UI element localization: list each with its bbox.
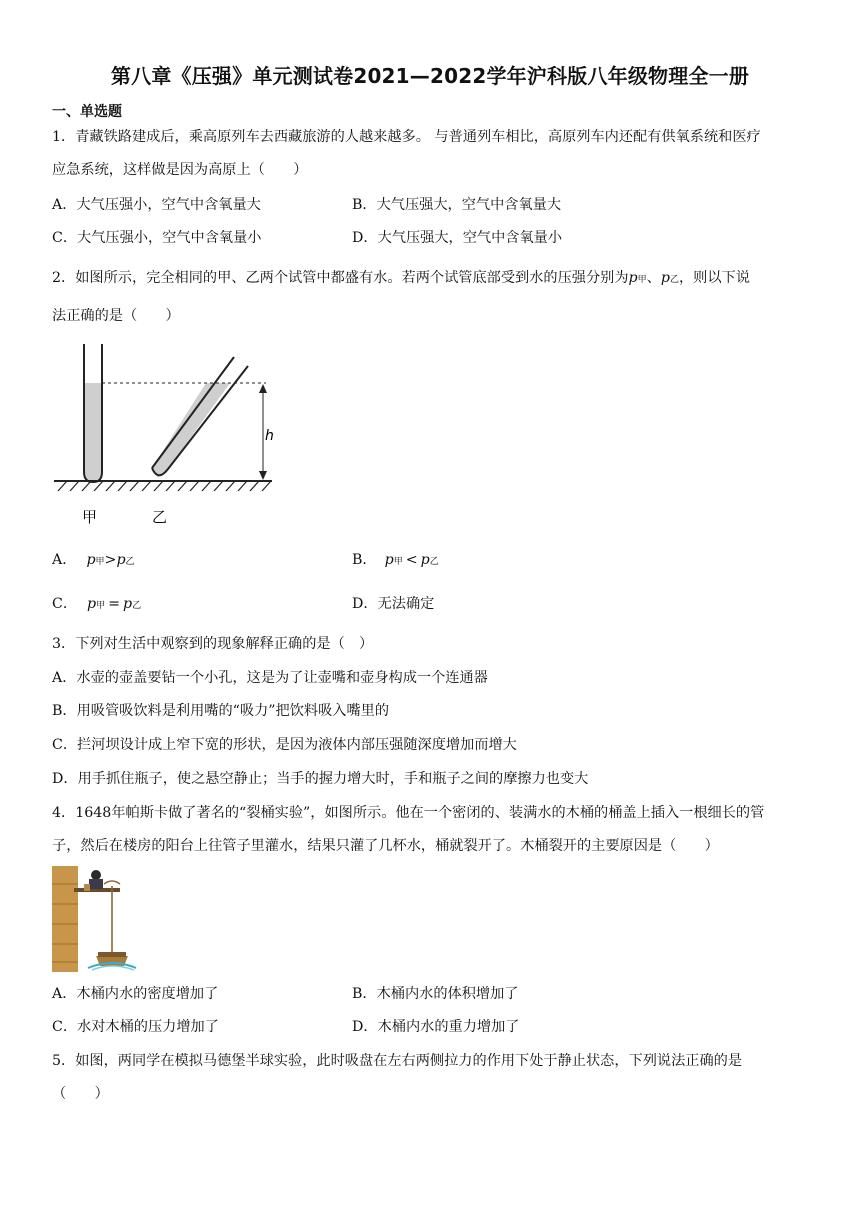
page-title: 第八章《压强》单元测试卷2021—2022学年沪科版八年级物理全一册	[110, 64, 750, 88]
q2-p-symbol: p	[628, 270, 638, 286]
h-arrow-down-head	[259, 471, 267, 480]
q2-separator: 、	[646, 270, 661, 286]
q2-sub-jia: 甲	[95, 557, 105, 567]
h-arrow-up-head	[259, 384, 267, 393]
q4-option-b: B．木桶内水的体积增加了	[352, 986, 519, 1002]
q2-p-symbol: p	[87, 596, 97, 612]
q3-option-b: B．用吸管吸饮料是利用嘴的“吸力”把饮料吸入嘴里的	[52, 703, 390, 719]
test-tube-figure	[48, 340, 280, 530]
h-label: h	[265, 428, 274, 444]
q2-p-symbol: p	[86, 552, 96, 568]
q2-operator: =	[108, 596, 121, 612]
q1-stem-line1: 1．青藏铁路建成后，乘高原列车去西藏旅游的人越来越多。 与普通列车相比，高原列车内还配有供氧系统和医疗	[52, 129, 761, 145]
q2-stem-text-end: ，则以下说	[678, 270, 750, 286]
q2-p-symbol: p	[384, 552, 394, 568]
q2-option-a-label: A．	[52, 552, 77, 568]
q2-p-symbol: p	[123, 596, 133, 612]
q4-stem-line1: 4．1648年帕斯卡做了著名的“裂桶实验”，如图所示。他在一个密闭的、装满水的木桶的桶盖上插入一根细长的管	[52, 805, 765, 821]
q2-option-c	[52, 594, 141, 616]
q2-operator: >	[104, 552, 117, 568]
barrel-experiment-photo	[52, 866, 138, 972]
q2-option-d: D．无法确定	[352, 596, 435, 612]
q1-option-d: D．大气压强大，空气中含氧量小	[352, 230, 563, 246]
q5-stem-line2: （ ）	[52, 1086, 109, 1102]
q2-sub-yi: 乙	[429, 557, 439, 567]
q4-stem-line2: 子，然后在楼房的阳台上往管子里灌水，结果只灌了几杯水，桶就裂开了。木桶裂开的主要原因是（ ）	[52, 838, 719, 854]
q2-option-c-label: C．	[52, 596, 78, 612]
label-jia: 甲	[82, 508, 98, 526]
q3-stem: 3．下列对生活中观察到的现象解释正确的是（ ）	[52, 636, 374, 652]
building-wall	[52, 866, 78, 972]
water-jia	[84, 383, 102, 481]
q5-stem-line1: 5．如图，两同学在模拟马德堡半球实验，此时吸盘在左右两侧拉力的作用下处于静止状态，下列说法正确的是	[52, 1053, 743, 1069]
q2-p-symbol: p	[420, 552, 430, 568]
q2-stem-text: 2．如图所示，完全相同的甲、乙两个试管中都盛有水。若两个试管底部受到水的压强分别为	[52, 270, 629, 286]
label-yi: 乙	[152, 508, 168, 526]
q2-operator: <	[405, 552, 418, 568]
q4-option-c: C．水对木桶的压力增加了	[52, 1019, 219, 1035]
q2-sub-jia: 甲	[637, 275, 647, 285]
q2-stem-line2: 法正确的是（ ）	[52, 308, 180, 324]
q1-option-b: B．大气压强大，空气中含氧量大	[352, 197, 562, 213]
q2-sub-jia: 甲	[96, 601, 106, 611]
q2-sub-yi: 乙	[132, 601, 142, 611]
person-body	[89, 879, 103, 889]
q2-sub-jia: 甲	[393, 557, 403, 567]
q3-option-a: A．水壶的壶盖要钻一个小孔，这是为了让壶嘴和壶身构成一个连通器	[52, 670, 488, 686]
ground-hatching	[58, 481, 271, 491]
person-head	[91, 870, 101, 880]
water-yi	[152, 383, 230, 478]
q2-stem-line1	[52, 268, 750, 290]
q2-option-b-label: B．	[352, 552, 377, 568]
q4-option-d: D．木桶内水的重力增加了	[352, 1019, 520, 1035]
q3-option-d: D．用手抓住瓶子，使之悬空静止；当手的握力增大时，手和瓶子之间的摩擦力也变大	[52, 771, 589, 787]
q2-sub-yi: 乙	[125, 557, 135, 567]
q4-option-a: A．木桶内水的密度增加了	[52, 986, 219, 1002]
section-heading: 一、单选题	[52, 104, 122, 120]
q2-option-b	[352, 550, 439, 572]
q2-option-a	[52, 550, 135, 572]
q3-option-c: C．拦河坝设计成上窄下宽的形状，是因为液体内部压强随深度增加而增大	[52, 737, 517, 753]
tube-yi-upper-edge	[152, 357, 234, 468]
q2-sub-yi: 乙	[669, 275, 679, 285]
q1-stem-line2: 应急系统，这样做是因为高原上（ ）	[52, 162, 308, 178]
q1-option-a: A．大气压强小，空气中含氧量大	[52, 197, 261, 213]
barrel-lid	[98, 952, 126, 957]
q2-p-symbol: p	[116, 552, 126, 568]
q2-p-symbol: p	[660, 270, 670, 286]
q1-option-c: C．大气压强小，空气中含氧量小	[52, 230, 262, 246]
water-cup	[84, 884, 90, 891]
